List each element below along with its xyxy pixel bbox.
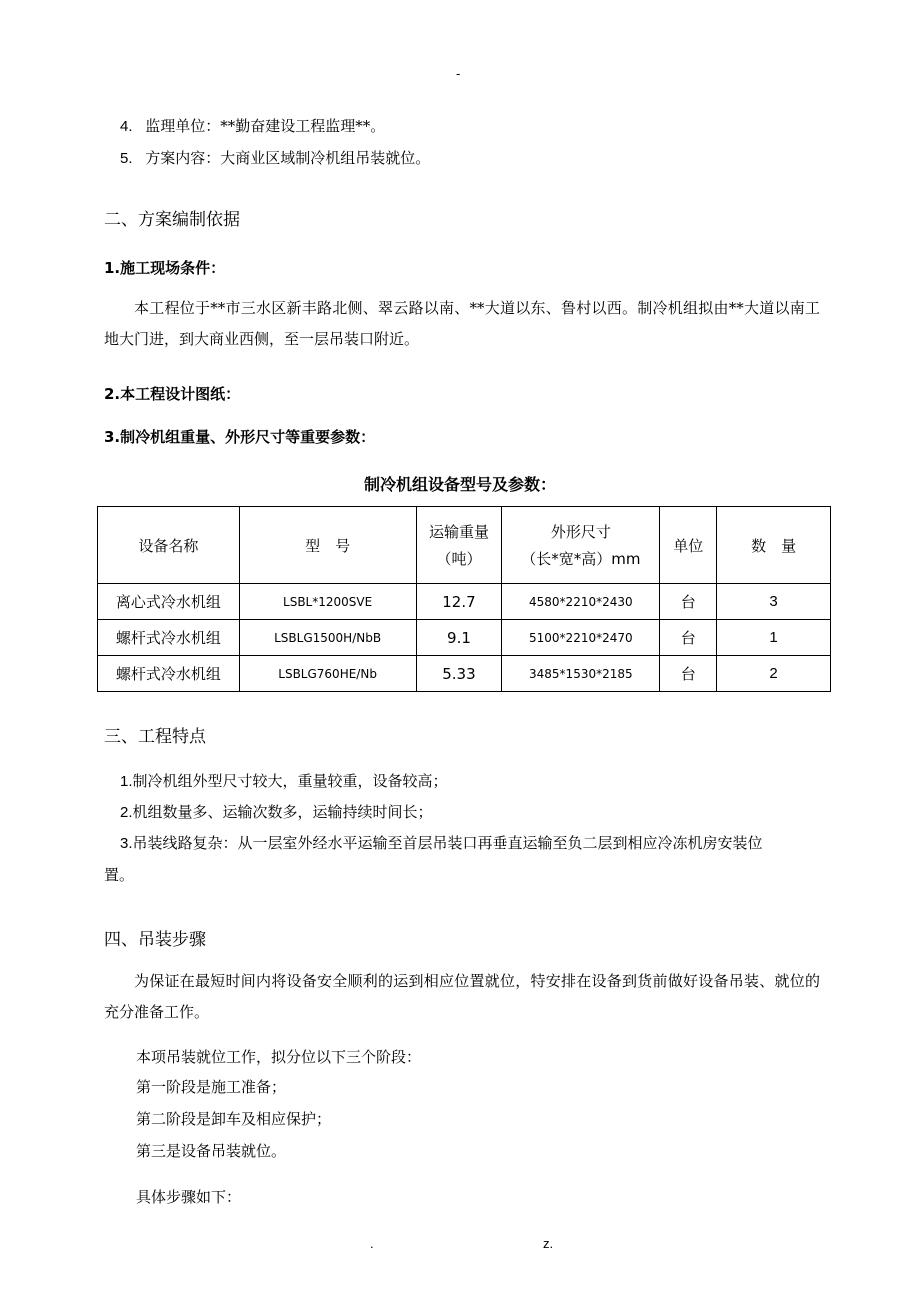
list-number: 5. <box>120 150 133 167</box>
intro-item-4 <box>120 115 385 136</box>
list-text: 机组数量多、运输次数多，运输持续时间长； <box>132 803 433 821</box>
table-caption: 制冷机组设备型号及参数： <box>363 475 556 494</box>
cell-name: 螺杆式冷水机组 <box>98 656 240 692</box>
stage-intro-line: 本项吊装就位工作，拟分位以下三个阶段： <box>136 1048 422 1066</box>
feature-item-3-continued: 置。 <box>104 866 135 884</box>
header-name: 设备名称 <box>98 507 240 584</box>
list-number: 1. <box>120 773 133 790</box>
table-header-row <box>98 507 831 584</box>
cell-weight: 9.1 <box>416 620 502 656</box>
cell-qty: 1 <box>717 620 831 656</box>
cell-qty: 3 <box>717 584 831 620</box>
sub-heading-parameters: 3.制冷机组重量、外形尺寸等重要参数： <box>104 428 376 446</box>
header-weight-line2: （吨） <box>436 550 482 568</box>
list-text: 监理单位：**勤奋建设工程监理**。 <box>145 117 386 135</box>
cell-name: 螺杆式冷水机组 <box>98 620 240 656</box>
cell-model: LSBLG760HE/Nb <box>239 656 416 692</box>
cell-weight: 12.7 <box>416 584 502 620</box>
header-dims-line2: （长*宽*高）mm <box>521 550 641 568</box>
closing-line: 具体步骤如下： <box>136 1188 242 1206</box>
list-text: 吊装线路复杂：从一层室外经水平运输至首层吊装口再垂直运输至负二层到相应冷冻机房安装位 <box>132 834 763 852</box>
stage-line-3: 第三是设备吊装就位。 <box>136 1142 287 1160</box>
stage-line-2: 第二阶段是卸车及相应保护； <box>136 1110 332 1128</box>
footer-left-mark: . <box>370 1236 374 1251</box>
hoisting-intro-paragraph: 为保证在最短时间内将设备安全顺利的运到相应位置就位，特安排在设备到货前做好设备吊装、就位的充分准备工作。 <box>104 972 820 1021</box>
list-number: 2. <box>120 804 133 821</box>
feature-item-3 <box>120 832 763 853</box>
header-weight <box>416 507 502 584</box>
site-conditions-paragraph: 本工程位于**市三水区新丰路北侧、翠云路以南、**大道以东、鲁村以西。制冷机组拟由**大道以南工地大门进，到大商业西侧，至一层吊装口附近。 <box>104 299 820 348</box>
equipment-spec-table <box>97 506 831 692</box>
cell-unit: 台 <box>660 620 717 656</box>
cell-dims: 3485*1530*2185 <box>502 656 660 692</box>
cell-name: 离心式冷水机组 <box>98 584 240 620</box>
cell-dims: 4580*2210*2430 <box>502 584 660 620</box>
header-model: 型 号 <box>239 507 416 584</box>
cell-unit: 台 <box>660 584 717 620</box>
list-number: 4. <box>120 118 133 135</box>
cell-qty: 2 <box>717 656 831 692</box>
table-row <box>98 656 831 692</box>
header-qty: 数 量 <box>717 507 831 584</box>
list-text: 方案内容：大商业区域制冷机组吊装就位。 <box>145 149 431 167</box>
section-2-title: 二、方案编制依据 <box>104 210 240 230</box>
header-dims <box>502 507 660 584</box>
header-unit: 单位 <box>660 507 717 584</box>
cell-dims: 5100*2210*2470 <box>502 620 660 656</box>
list-text: 制冷机组外型尺寸较大，重量较重，设备较高； <box>132 772 448 790</box>
feature-item-1 <box>120 770 448 791</box>
intro-item-5 <box>120 147 430 168</box>
sub-heading-drawings: 2.本工程设计图纸： <box>104 385 241 403</box>
header-mark: - <box>456 66 461 81</box>
sub-heading-site-conditions: 1.施工现场条件： <box>104 259 226 277</box>
footer-right-mark: z. <box>543 1236 554 1251</box>
header-dims-line1: 外形尺寸 <box>550 523 611 541</box>
feature-item-2 <box>120 801 433 822</box>
cell-model: LSBLG1500H/NbB <box>239 620 416 656</box>
stage-line-1: 第一阶段是施工准备； <box>136 1078 287 1096</box>
table-row <box>98 620 831 656</box>
section-4-title: 四、吊装步骤 <box>104 930 206 950</box>
section-3-title: 三、工程特点 <box>104 727 206 747</box>
list-number: 3. <box>120 835 133 852</box>
cell-weight: 5.33 <box>416 656 502 692</box>
header-weight-line1: 运输重量 <box>428 523 489 541</box>
cell-model: LSBL*1200SVE <box>239 584 416 620</box>
cell-unit: 台 <box>660 656 717 692</box>
table-row <box>98 584 831 620</box>
